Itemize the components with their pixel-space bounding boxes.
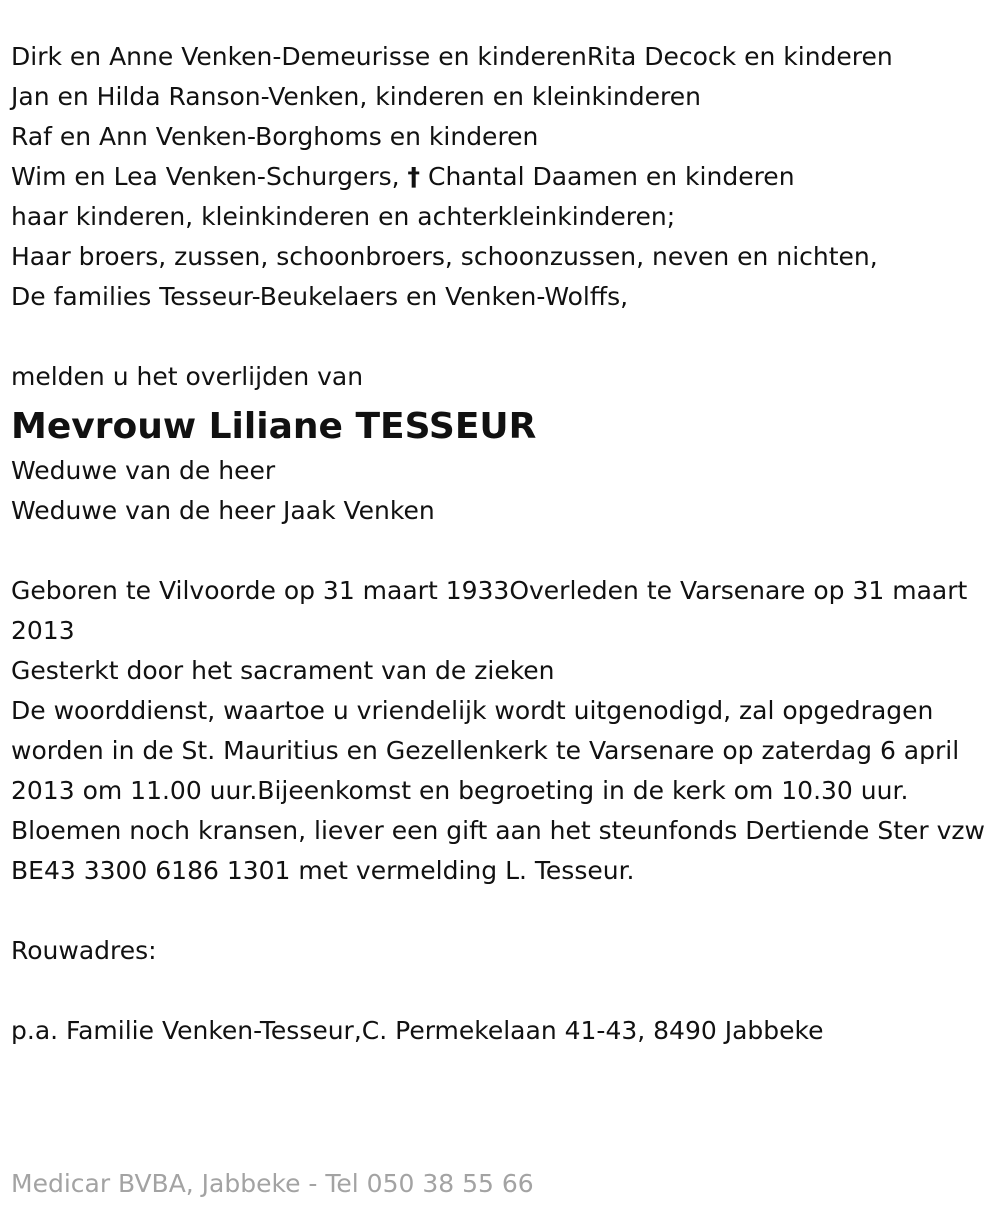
family-line-6: Haar broers, zussen, schoonbroers, schoonzussen, neven en nichten,	[11, 242, 878, 271]
family-line-2: Jan en Hilda Ranson-Venken, kinderen en kleinkinderen	[11, 82, 701, 111]
spacer	[11, 317, 990, 357]
service-text: De woorddienst, waartoe u vriendelijk wordt uitgenodigd, zal opgedragen worden in de St. Mauritius en Gezellenkerk te Varsenare op zaterdag 6 april 2013 om 11.00 uur.Bijeenkomst en begroeting in de kerk om 10.30 uur.	[11, 696, 960, 805]
family-line-1: Dirk en Anne Venken-Demeurisse en kinderenRita Decock en kinderen	[11, 42, 893, 71]
family-line-4-end: Chantal Daamen en kinderen	[420, 162, 795, 191]
sacrament-text: Gesterkt door het sacrament van de zieken	[11, 656, 555, 685]
funeral-home-footer: Medicar BVBA, Jabbeke - Tel 050 38 55 66	[11, 1169, 534, 1198]
address-label: Rouwadres:	[11, 936, 157, 965]
deceased-name: Mevrouw Liliane TESSEUR	[11, 406, 537, 447]
family-line-5: haar kinderen, kleinkinderen en achterkleinkinderen;	[11, 202, 676, 231]
deceased-subtitle-1: Weduwe van de heer	[11, 456, 276, 485]
spacer	[11, 891, 990, 931]
family-line-4	[11, 157, 990, 197]
family-list	[11, 37, 990, 317]
family-line-4-start: Wim en Lea Venken-Schurgers,	[11, 162, 408, 191]
flowers-text: Bloemen noch kransen, liever een gift aan het steunfonds Dertiende Ster vzw BE43 3300 6186 1301 met vermelding L. Tesseur.	[11, 816, 985, 885]
announcement-text: melden u het overlijden van	[11, 362, 364, 391]
cross-icon: †	[407, 162, 421, 191]
family-line-3: Raf en Ann Venken-Borghoms en kinderen	[11, 122, 539, 151]
address-value: p.a. Familie Venken-Tesseur,C. Permekelaan 41-43, 8490 Jabbeke	[11, 1016, 824, 1045]
spacer	[11, 971, 990, 1011]
spacer	[11, 531, 990, 571]
family-line-7: De families Tesseur-Beukelaers en Venken-Wolffs,	[11, 282, 629, 311]
deceased-subtitle-2: Weduwe van de heer Jaak Venken	[11, 496, 435, 525]
born-died-text: Geboren te Vilvoorde op 31 maart 1933Overleden te Varsenare op 31 maart 2013	[11, 576, 968, 645]
